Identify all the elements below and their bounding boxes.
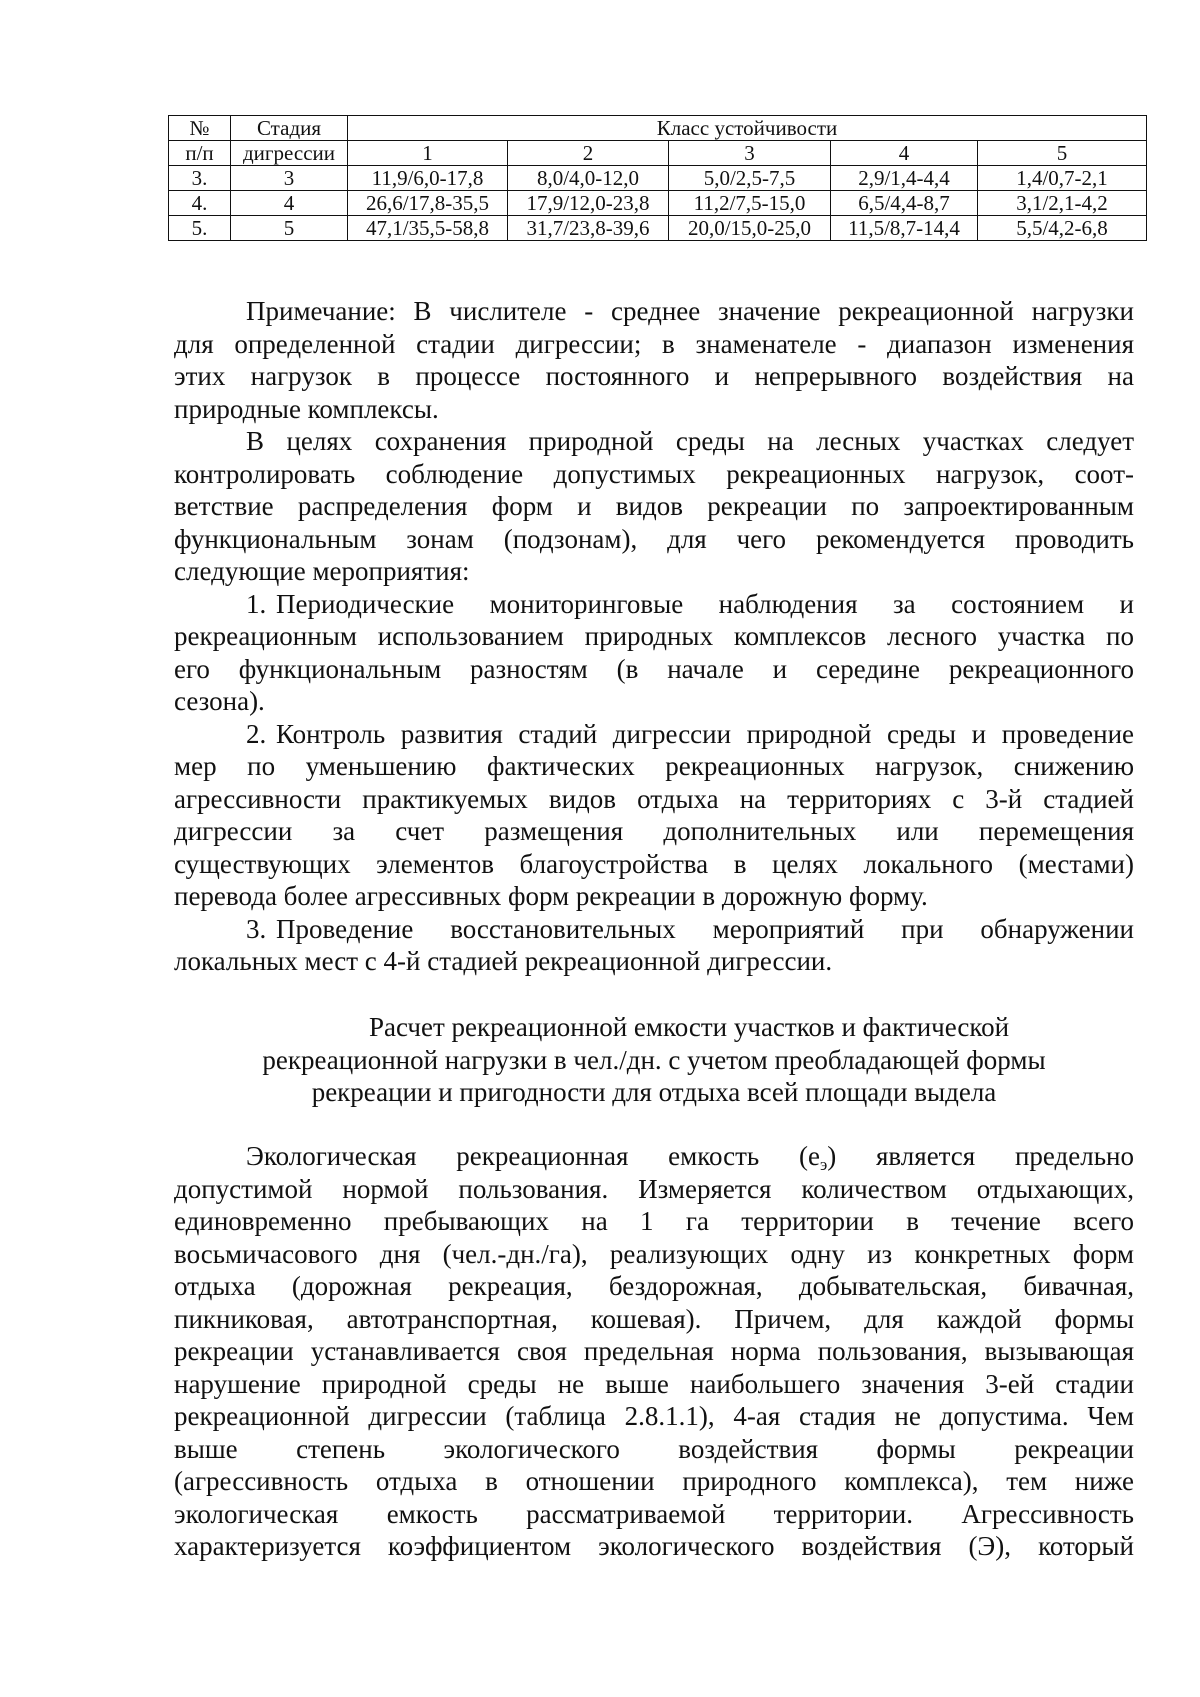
table-cell: 1,4/0,7-2,1 <box>978 166 1147 191</box>
text-line: рекреационным использованием природных комплексов лесного участка по <box>174 621 1134 651</box>
note-paragraph <box>174 295 1134 425</box>
table-cell: 8,0/4,0-12,0 <box>508 166 669 191</box>
text-line: этих нагрузок в процессе постоянного и непрерывного воздействия на <box>174 361 1134 391</box>
text-fragment: Экологическая рекреационная емкость (е <box>246 1141 820 1171</box>
row-stage: 3 <box>231 166 348 191</box>
header-class-number: 5 <box>978 141 1147 166</box>
text-line: следующие мероприятия: <box>174 556 470 586</box>
text-line: характеризуется коэффициентом экологического воздействия (Э), который <box>174 1531 1134 1561</box>
text-line: рекреационной дигрессии (таблица 2.8.1.1), 4-ая стадия не допустима. Чем <box>174 1401 1134 1431</box>
heading-line: рекреации и пригодности для отдыха всей площади выдела <box>311 1077 997 1107</box>
row-stage: 4 <box>231 191 348 216</box>
text-line: природные комплексы. <box>174 393 439 424</box>
text-line: мер по уменьшению фактических рекреационных нагрузок, снижению <box>174 751 1134 781</box>
text-line: экологическая емкость рассматриваемой территории. Агрессивность <box>174 1498 1134 1529</box>
text-line: сезона). <box>174 686 265 716</box>
eco-capacity-paragraph <box>174 1140 1134 1563</box>
row-num: 4. <box>169 191 231 216</box>
header-class-number: 1 <box>348 141 508 166</box>
header-stage-bottom: дигрессии <box>231 141 348 166</box>
table-row <box>169 191 1147 216</box>
text-line: Примечание: В числителе - среднее значение рекреационной нагрузки <box>246 296 1134 326</box>
heading-line: рекреационной нагрузки в чел./дн. с учетом преобладающей формы <box>262 1044 1046 1075</box>
table-cell: 47,1/35,5-58,8 <box>348 216 508 241</box>
text-line: его функциональным разностям (в начале и середине рекреационного <box>174 653 1134 684</box>
stability-class-table <box>168 115 1147 241</box>
text-line: для определенной стадии дигрессии; в знаменателе - диапазон изменения <box>174 328 1134 359</box>
text-line: восьмичасового дня (чел.-дн./га), реализующих одну из конкретных форм <box>174 1238 1134 1269</box>
list-number: 2. <box>246 718 267 749</box>
text-line: агрессивности практикуемых видов отдыха на территориях с 3-й стадией <box>174 783 1134 814</box>
table-cell: 5,0/2,5-7,5 <box>669 166 831 191</box>
text-line: существующих элементов благоустройства в целях локального (местами) <box>174 848 1134 879</box>
text-line <box>174 718 1134 751</box>
text-line: (агрессивность отдыха в отношении природного комплекса), тем ниже <box>174 1466 1134 1496</box>
text-line: В целях сохранения природной среды на лесных участках следует <box>246 426 1134 456</box>
text-line: дигрессии за счет размещения дополнительных или перемещения <box>174 816 1134 846</box>
text-line: перевода более агрессивных форм рекреации в дорожную форму. <box>174 881 928 911</box>
header-num-bottom: п/п <box>169 141 231 166</box>
text-line: контролировать соблюдение допустимых рекреационных нагрузок, соот- <box>174 458 1134 489</box>
table-cell: 11,9/6,0-17,8 <box>348 166 508 191</box>
row-stage: 5 <box>231 216 348 241</box>
table-cell: 11,5/8,7-14,4 <box>831 216 978 241</box>
list-text: Контроль развития стадий дигрессии природной среды и проведение <box>276 718 1134 749</box>
text-line: отдыха (дорожная рекреация, бездорожная, добывательская, бивачная, <box>174 1271 1134 1301</box>
table-cell: 3,1/2,1-4,2 <box>978 191 1147 216</box>
row-num: 5. <box>169 216 231 241</box>
list-item <box>174 913 1134 978</box>
heading-line: Расчет рекреационной емкости участков и фактической <box>368 1012 1010 1042</box>
table-cell: 20,0/15,0-25,0 <box>669 216 831 241</box>
section-heading <box>174 1011 1134 1109</box>
row-num: 3. <box>169 166 231 191</box>
text-line <box>174 588 1134 621</box>
text-fragment: ) является предельно <box>827 1141 1134 1171</box>
list-number: 3. <box>246 913 267 944</box>
subscript: э <box>819 1155 828 1174</box>
table-row <box>169 216 1147 241</box>
text-line: выше степень экологического воздействия формы рекреации <box>174 1433 1134 1464</box>
intro-paragraph <box>174 425 1134 588</box>
table-cell: 26,6/17,8-35,5 <box>348 191 508 216</box>
table-cell: 17,9/12,0-23,8 <box>508 191 669 216</box>
text-line: функциональным зонам (подзонам), для чего рекомендуется проводить <box>174 523 1134 554</box>
header-class-number: 3 <box>669 141 831 166</box>
text-line: пикниковая, автотранспортная, кошевая). Причем, для каждой формы <box>174 1303 1134 1334</box>
text-line <box>174 913 1134 946</box>
text-line: рекреации устанавливается своя предельная норма пользования, вызывающая <box>174 1336 1134 1366</box>
table-row <box>169 166 1147 191</box>
text-line: ветствие распределения форм и видов рекреации по запроектированным <box>174 491 1134 521</box>
header-class-number: 2 <box>508 141 669 166</box>
table-cell: 2,9/1,4-4,4 <box>831 166 978 191</box>
header-stage-top: Стадия <box>231 116 348 141</box>
table-cell: 11,2/7,5-15,0 <box>669 191 831 216</box>
header-num-top: № <box>169 116 231 141</box>
table-header-row <box>169 141 1147 166</box>
table-cell: 5,5/4,2-6,8 <box>978 216 1147 241</box>
text-line <box>174 1140 1134 1173</box>
text-line: локальных мест с 4-й стадией рекреационной дигрессии. <box>174 946 833 976</box>
text-line: нарушение природной среды не выше наибольшего значения 3-ей стадии <box>174 1368 1134 1399</box>
table-header-row <box>169 116 1147 141</box>
text-line: допустимой нормой пользования. Измеряется количеством отдыхающих, <box>174 1173 1134 1204</box>
list-text: Проведение восстановительных мероприятий при обнаружении <box>276 913 1134 944</box>
body-text-section <box>174 295 1134 978</box>
list-item <box>174 588 1134 718</box>
table-cell: 31,7/23,8-39,6 <box>508 216 669 241</box>
text-line: единовременно пребывающих на 1 га территории в течение всего <box>174 1206 1134 1236</box>
list-item <box>174 718 1134 913</box>
header-class-title: Класс устойчивости <box>348 116 1147 141</box>
header-class-number: 4 <box>831 141 978 166</box>
list-number: 1. <box>246 588 267 619</box>
table-cell: 6,5/4,4-8,7 <box>831 191 978 216</box>
list-text: Периодические мониторинговые наблюдения за состоянием и <box>276 588 1134 619</box>
